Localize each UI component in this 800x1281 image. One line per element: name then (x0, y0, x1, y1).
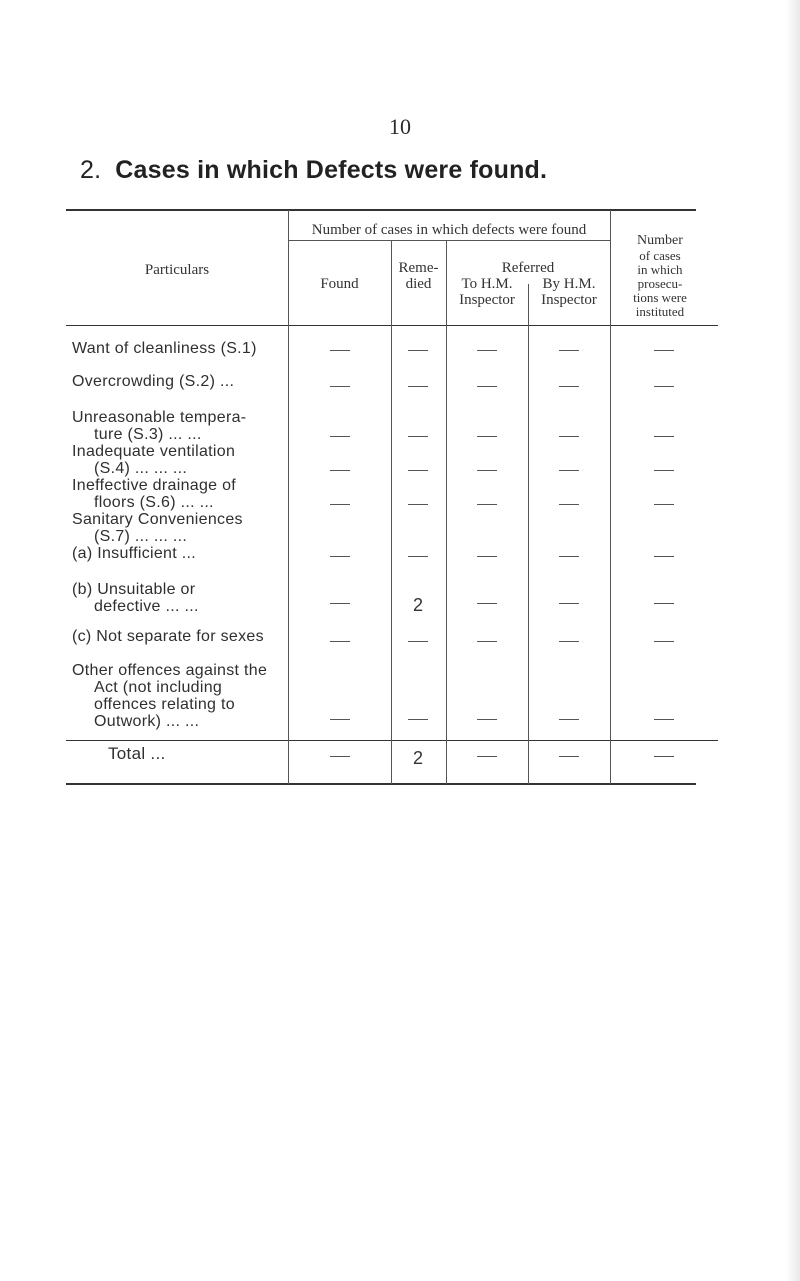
table-cell (388, 711, 448, 729)
header-bottom-rule (66, 325, 718, 326)
dash-mark (330, 350, 350, 351)
dash-mark (559, 350, 579, 351)
dash-mark (330, 436, 350, 437)
row-label (72, 477, 236, 511)
row-label-line: Overcrowding (S.2) ... (72, 373, 235, 390)
dash-mark (654, 603, 674, 604)
row-label-line: defective ... ... (94, 598, 199, 615)
row-label-line: offences relating to (94, 696, 235, 713)
dash-mark (559, 603, 579, 604)
dash-mark (477, 470, 497, 471)
row-label-line: ture (S.3) ... ... (94, 426, 202, 443)
section-title: Cases in which Defects were found. (115, 156, 548, 184)
total-top-rule (66, 740, 718, 741)
dash-mark (330, 756, 350, 757)
dash-mark (654, 350, 674, 351)
row-label-line: (S.4) ... ... ... (94, 460, 188, 477)
dash-mark (559, 504, 579, 505)
table-cell (539, 342, 599, 360)
dash-mark (408, 436, 428, 437)
header-prosecutions-line: Number (637, 233, 683, 248)
header-prosecutions-line: instituted (635, 304, 685, 319)
table-cell (457, 711, 517, 729)
dash-mark (477, 719, 497, 720)
row-label-line: (b) Unsuitable or (72, 581, 196, 598)
header-prosecutions (610, 232, 710, 319)
row-label-line: Inadequate ventilation (72, 443, 236, 460)
table-cell (388, 748, 448, 769)
row-label (72, 443, 235, 477)
col-divider (288, 210, 289, 784)
dash-mark (559, 386, 579, 387)
dash-mark (654, 436, 674, 437)
table-cell (539, 462, 599, 480)
table-cell (634, 595, 694, 613)
table-cell (310, 548, 370, 566)
row-label-line: Act (not including (94, 679, 223, 696)
dash-mark (654, 556, 674, 557)
group-sub-rule (288, 240, 610, 241)
table-bottom-rule (66, 783, 696, 785)
table-cell (457, 633, 517, 651)
row-label-line: Want of cleanliness (S.1) (72, 340, 257, 357)
row-label (72, 628, 264, 645)
dash-mark (654, 386, 674, 387)
header-to-hm-line: Inspector (459, 292, 515, 308)
dash-mark (654, 719, 674, 720)
table-cell (539, 548, 599, 566)
dash-mark (477, 756, 497, 757)
dash-mark (559, 756, 579, 757)
table-cell (539, 633, 599, 651)
table-cell (388, 595, 448, 616)
table-cell (457, 342, 517, 360)
row-label-line: Outwork) ... ... (94, 713, 200, 730)
table-cell (634, 548, 694, 566)
dash-mark (330, 386, 350, 387)
dash-mark (559, 470, 579, 471)
total-label: Total ... (108, 744, 166, 763)
row-label-line: (c) Not separate for sexes (72, 628, 264, 645)
dash-mark (477, 556, 497, 557)
table-cell (388, 548, 448, 566)
dash-mark (408, 504, 428, 505)
table-cell (388, 462, 448, 480)
cell-value: 2 (412, 748, 423, 768)
dash-mark (654, 470, 674, 471)
dash-mark (477, 603, 497, 604)
dash-mark (559, 436, 579, 437)
dash-mark (408, 470, 428, 471)
table-cell (310, 342, 370, 360)
table-cell (457, 378, 517, 396)
table-cell (457, 428, 517, 446)
table-cell (457, 548, 517, 566)
row-label-line: (S.7) ... ... ... (94, 528, 188, 545)
dash-mark (654, 756, 674, 757)
dash-mark (408, 386, 428, 387)
page-edge-shade (786, 0, 800, 1281)
page-number: 10 (389, 114, 411, 139)
row-label (72, 409, 246, 443)
dash-mark (330, 556, 350, 557)
header-particulars: Particulars (144, 262, 210, 278)
header-group: Number of cases in which defects were found (311, 222, 587, 238)
dash-mark (654, 504, 674, 505)
row-label (72, 581, 199, 615)
table-cell (310, 711, 370, 729)
dash-mark (408, 641, 428, 642)
table-top-rule (66, 209, 696, 211)
dash-mark (559, 641, 579, 642)
table-cell (539, 711, 599, 729)
header-to-hm (446, 276, 528, 308)
cell-value: 2 (412, 595, 423, 615)
table-cell (310, 428, 370, 446)
header-referred: Referred (501, 260, 555, 276)
table-cell (310, 378, 370, 396)
table-cell (388, 633, 448, 651)
dash-mark (477, 641, 497, 642)
row-label-line: floors (S.6) ... ... (94, 494, 214, 511)
header-by-hm-line: By H.M. (542, 276, 596, 292)
table-cell (310, 633, 370, 651)
table-cell (388, 378, 448, 396)
table-cell (539, 428, 599, 446)
table-cell (310, 462, 370, 480)
header-by-hm-line: Inspector (541, 292, 597, 308)
table-cell (539, 748, 599, 766)
table-cell (388, 496, 448, 514)
dash-mark (559, 719, 579, 720)
table-cell (634, 748, 694, 766)
header-prosecutions-line: of cases (639, 248, 681, 263)
row-label-line: (a) Insufficient ... (72, 545, 196, 562)
col-divider (528, 284, 529, 784)
table-cell (634, 342, 694, 360)
table-cell (539, 496, 599, 514)
table-cell (388, 428, 448, 446)
table-cell (457, 748, 517, 766)
dash-mark (330, 470, 350, 471)
dash-mark (408, 350, 428, 351)
header-remedied-line: Reme- (398, 260, 439, 276)
dash-mark (559, 556, 579, 557)
table-cell (388, 342, 448, 360)
table-cell (634, 378, 694, 396)
table-cell (634, 428, 694, 446)
row-label (72, 373, 234, 390)
header-prosecutions-line: tions were (633, 290, 687, 305)
row-label (72, 340, 257, 357)
table-cell (634, 462, 694, 480)
table-cell (457, 462, 517, 480)
dash-mark (330, 603, 350, 604)
header-remedied-line: died (405, 276, 432, 292)
row-label-line: Sanitary Conveniences (72, 511, 243, 528)
row-label (72, 662, 267, 730)
dash-mark (408, 719, 428, 720)
dash-mark (477, 436, 497, 437)
section-number: 2. (80, 156, 102, 184)
header-by-hm (528, 276, 610, 308)
table-cell (634, 633, 694, 651)
dash-mark (330, 719, 350, 720)
dash-mark (408, 556, 428, 557)
dash-mark (477, 350, 497, 351)
table-cell (457, 496, 517, 514)
table-cell (310, 595, 370, 613)
row-label-line: Ineffective drainage of (72, 477, 237, 494)
section-heading (80, 156, 547, 185)
row-label-line: Other offences against the (72, 662, 268, 679)
dash-mark (477, 504, 497, 505)
table-cell (539, 378, 599, 396)
dash-mark (477, 386, 497, 387)
row-label-line: Unreasonable tempera- (72, 409, 247, 426)
header-prosecutions-line: in which (637, 262, 683, 277)
table-cell (634, 711, 694, 729)
header-found: Found (320, 276, 359, 292)
row-label (72, 511, 243, 545)
table-cell (310, 748, 370, 766)
dash-mark (330, 641, 350, 642)
header-prosecutions-line: prosecu- (637, 276, 683, 291)
dash-mark (654, 641, 674, 642)
header-to-hm-line: To H.M. (461, 276, 513, 292)
table-cell (539, 595, 599, 613)
table-cell (457, 595, 517, 613)
row-label (72, 545, 196, 562)
table-cell (310, 496, 370, 514)
header-remedied (391, 260, 446, 292)
table-cell (634, 496, 694, 514)
dash-mark (330, 504, 350, 505)
